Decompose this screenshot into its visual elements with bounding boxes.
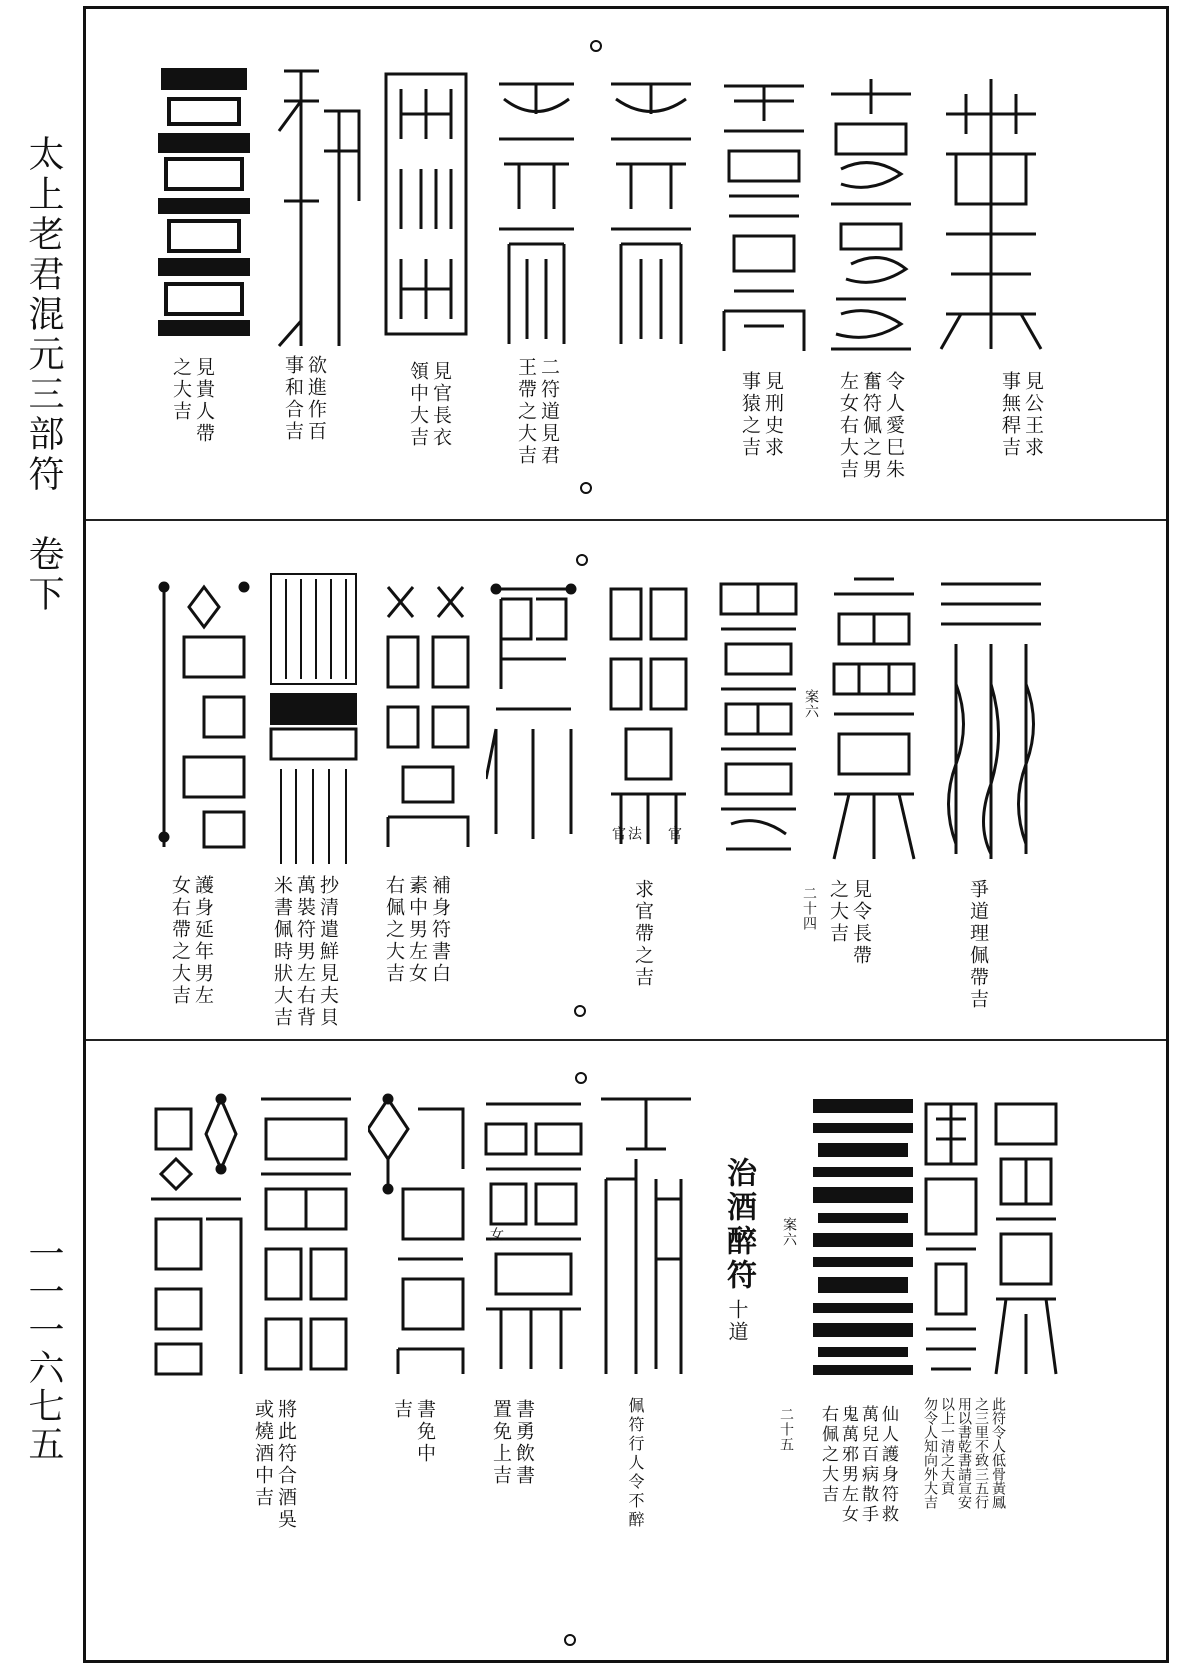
talisman-caption: 見公王求 事無稈吉: [999, 371, 1044, 459]
talisman-seal: [601, 579, 696, 849]
page-frame: [83, 6, 1169, 1663]
margin-note: 二十四: [801, 886, 817, 931]
talisman-caption: 書免中 吉: [391, 1399, 436, 1465]
talisman-caption: 見刑史求 事猿之吉: [739, 371, 784, 459]
ring-mark: [590, 40, 602, 52]
margin-note: 女: [488, 1227, 504, 1242]
talisman-seal: [154, 577, 254, 857]
margin-note: 案六: [781, 1217, 797, 1247]
talisman-seal: [489, 69, 584, 354]
margin-note: 官: [666, 826, 682, 841]
ring-mark: [564, 1634, 576, 1646]
talisman-caption: 將此符合酒吳 或燒酒中吉: [252, 1399, 297, 1531]
talisman-caption: 護身延年男左 女右帶之大吉: [169, 875, 214, 1007]
talisman-seal: [146, 1089, 246, 1379]
talisman-caption: 欲進作百 事和合吉: [282, 355, 327, 443]
panel-divider: [86, 1039, 1166, 1041]
talisman-seal: [256, 1089, 356, 1379]
talisman-caption: 仙人護身符救 萬兒百病散手 鬼萬邪男左女 右佩之大吉: [818, 1405, 898, 1525]
talisman-seal: [266, 569, 361, 869]
margin-note: 官: [610, 826, 626, 841]
talisman-caption: 見令長帶 之大吉: [827, 879, 872, 967]
talisman-seal: [486, 579, 581, 849]
talisman-seal: [368, 1089, 468, 1379]
talisman-seal: [931, 574, 1051, 864]
talisman-seal: [824, 574, 924, 864]
talisman-seal: [596, 1089, 696, 1379]
talisman-caption: 抄清遣鮮見夫貝 萬裝符男左右背 米書佩時狀大吉: [271, 875, 339, 1029]
ring-mark: [576, 554, 588, 566]
section-heading: 治酒醉符: [721, 1157, 756, 1293]
talisman-caption: 補身符書白 素中男左女 右佩之大吉: [383, 875, 451, 985]
book-title: 太上老君混元三部符 卷下: [23, 135, 64, 615]
talisman-caption: 此符令人低骨黃鳳 之三里不致三五行 用以書乾書請宣安 以上一清之大貢 勿令人知向外大吉: [922, 1397, 1006, 1509]
talisman-seal: [269, 61, 364, 351]
talisman-seal: [921, 1094, 1061, 1379]
page-number: 一一一六七五: [23, 1235, 64, 1463]
ring-mark: [575, 1072, 587, 1084]
talisman-caption: 佩符行人令不醉: [626, 1397, 645, 1530]
talisman-seal: [381, 69, 471, 339]
margin-note: 案六: [803, 689, 819, 719]
talisman-caption: 爭道理佩帶吉: [967, 879, 989, 1011]
talisman-seal: [821, 74, 921, 354]
ring-mark: [580, 482, 592, 494]
talisman-caption: 二符道見君 王帶之大吉: [515, 357, 560, 467]
ring-mark: [574, 1005, 586, 1017]
section-count: 十道: [725, 1299, 749, 1343]
talisman-caption: 書勇飲書 置免上吉: [490, 1399, 535, 1487]
talisman-seal: [154, 59, 254, 349]
talisman-seal: [711, 574, 806, 854]
margin-note: 法: [626, 826, 642, 841]
talisman-caption: 見官長衣 領中大吉: [407, 361, 452, 449]
talisman-seal: [378, 577, 478, 852]
talisman-caption: 見貴人帶 之大吉: [170, 357, 215, 445]
margin-note: 二十五: [778, 1407, 794, 1452]
talisman-seal: [601, 69, 701, 354]
panel-divider: [86, 519, 1166, 521]
talisman-seal: [808, 1089, 918, 1379]
talisman-seal: [714, 71, 814, 356]
talisman-seal: [931, 74, 1051, 354]
talisman-caption: 令人愛巳朱 奮符佩之男 左女右大吉: [837, 371, 905, 481]
talisman-caption: 求官帶之吉: [632, 879, 654, 989]
